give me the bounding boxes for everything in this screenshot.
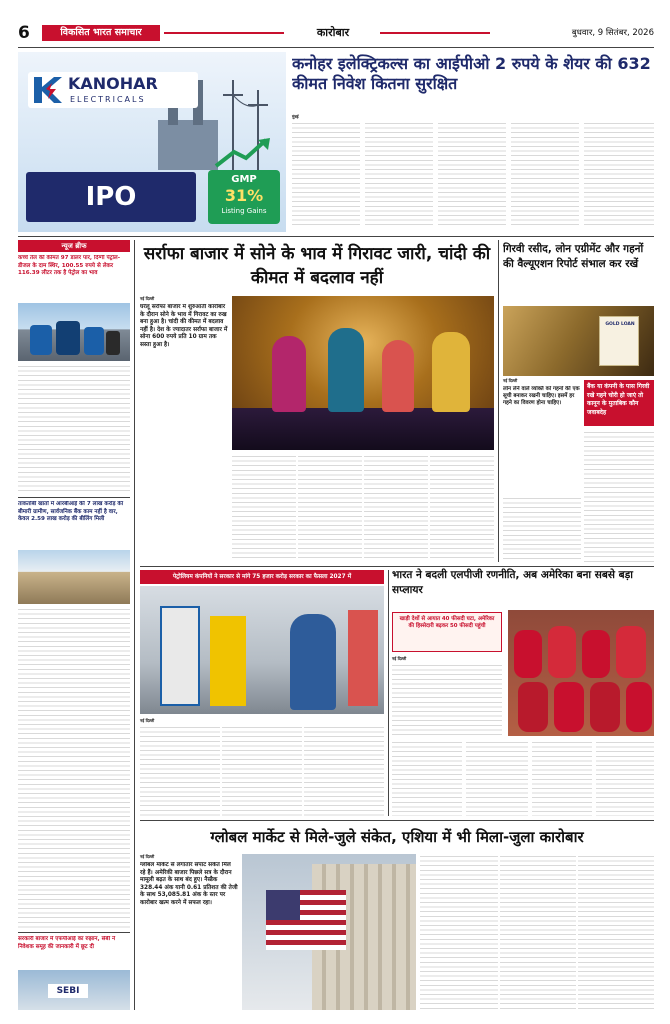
lpg-cylinders-photo — [508, 610, 654, 736]
right-pullquote: बैंक या कंपनी के पास गिरवी रखे गहने चोरी हो जाएं तो कानून के मुताबिक कौन जवाबदेह — [584, 380, 654, 426]
customer-figure — [432, 332, 470, 412]
rising-arrow-icon — [214, 136, 274, 168]
paper-name: विकसित भारत समाचार — [42, 25, 160, 41]
issue-date: बुधवार, 9 सितंबर, 2026 — [571, 28, 654, 38]
gold-body-col-2 — [298, 454, 362, 562]
brand-logo — [28, 72, 198, 108]
bank-building-photo — [18, 550, 130, 604]
lpg-byline: नई दिल्ली — [392, 656, 407, 661]
petrol-headline: पेट्रोलियम कंपनियों ने सरकार से मांगे 75 हजार करोड़ सरकार का फैसला 2027 में — [140, 570, 384, 584]
section-name: कारोबार — [316, 26, 350, 39]
sebi-sign: SEBI — [48, 984, 88, 998]
gas-cylinders-icon — [508, 616, 654, 734]
digest-divider — [18, 497, 130, 498]
customer-figure — [272, 336, 306, 412]
digest-item-1-headline: कच्चे तेल की कीमत 97 डालर पार, दिग्गी पेट्रोल-डीजल के दाम स्थिर, 100.55 रुपये से लेकर 116.39 लीटर तक है पेट्रोल का भाव — [18, 255, 121, 277]
gold-body-col-4 — [430, 454, 494, 562]
kanohar-logo-icon — [32, 75, 64, 105]
gold-byline: नई दिल्ली — [140, 296, 155, 301]
lpg-body-col-2 — [392, 740, 462, 816]
right-body-col-1 — [503, 496, 581, 562]
fuel-station-photo — [140, 586, 384, 714]
lead-headline: कनोहर इलेक्ट्रिकल्स का आईपीओ 2 रुपये के शेयर की 632 कीमत निवेश कितना सुरक्षित — [292, 54, 651, 93]
masthead-rule — [164, 32, 284, 34]
section-divider — [18, 236, 654, 237]
fuel-dispenser — [348, 610, 378, 706]
ipo-text: IPO — [85, 182, 137, 212]
lpg-body-col-4 — [532, 740, 592, 816]
digest-item-3-headline: सरकारी बाजार में एफपीआई का रुझान, सेबी ने निवेशक समूह की जानकारी में छूट दी — [18, 936, 116, 950]
stock-exchange-photo — [242, 854, 416, 1010]
brand-name: KANOHAR — [68, 74, 158, 93]
gold-body-col-1 — [232, 454, 296, 562]
gold-loan-photo — [503, 306, 654, 376]
oil-drums-icon — [26, 317, 122, 357]
loan-document-title: GOLD LOAN — [605, 322, 635, 327]
oil-storage-photo — [18, 303, 130, 361]
lead-body-col-3 — [438, 121, 506, 229]
us-flag-icon — [266, 890, 346, 950]
digest-divider — [18, 932, 130, 933]
lead-body-col-2 — [365, 121, 433, 229]
lead-body-col-4 — [511, 121, 579, 229]
petrol-byline: नई दिल्ली — [140, 718, 155, 723]
lead-byline: मुंबई — [292, 114, 299, 119]
jewellery-shop-photo — [232, 296, 494, 450]
ipo-tiles — [26, 172, 196, 222]
global-intro: ग्लोबल मार्केट से लगातार सपाट संकेत मिल रहे हैं। अमेरिकी बाजार पिछले सत्र के दौरान मामूली बढ़त के साथ बंद हुए। नैस्डैक 328.44 अंक यानी 0.61 प्रतिशत की तेजी के साथ 53,085.81 अंक के स्तर पर कारोबार खत्म करने में सफल रहा। — [140, 862, 238, 906]
lpg-headline: भारत ने बदली एलपीजी रणनीति, अब अमेरिका बना सबसे बड़ा सप्लायर — [392, 569, 633, 596]
right-body-col-2 — [584, 430, 654, 562]
digest-item-1-body — [18, 364, 130, 494]
ipo-ad — [18, 52, 286, 232]
gmp-value: 31% — [224, 186, 264, 205]
section-divider — [140, 820, 654, 821]
gold-intro: घरेलू सर्राफा बाजार में शुरुआती कारोबार के दौरान सोने के भाव में गिरावट का रुख बना हुआ है। चांदी की कीमत में बदलाव नहीं है। देश के ज्यादातर सर्राफा बाजार में सोना 600 रुपये प्रति 10 ग्राम तक सस्ता हुआ है। — [140, 304, 228, 348]
page-number: 6 — [18, 23, 30, 43]
masthead — [18, 22, 654, 46]
lpg-body-col-3 — [466, 740, 528, 816]
lead-body-col-1 — [292, 121, 360, 229]
right-intro: लोन लेने वाले व्यक्ति को गहनों की एक सूची बनाकर रखनी चाहिए। इसमें हर गहने का विवरण होना चाहिए। — [503, 386, 580, 407]
lpg-body-col-1 — [392, 663, 502, 735]
global-body-col-2 — [500, 854, 576, 1010]
gmp-badge — [208, 170, 280, 224]
showroom-counter — [232, 408, 494, 450]
sebi-building-photo — [18, 970, 130, 1010]
lead-body-col-5 — [584, 121, 654, 229]
global-body-col-3 — [578, 854, 654, 1010]
gold-body-col-3 — [364, 454, 428, 562]
petrol-body-col-3 — [304, 725, 384, 816]
gmp-label: GMP — [231, 174, 257, 185]
right-byline: नई दिल्ली — [503, 378, 518, 383]
masthead-rule — [380, 32, 490, 34]
column-rule — [388, 570, 389, 816]
customer-figure — [328, 328, 364, 412]
global-byline: नई दिल्ली — [140, 854, 155, 859]
lpg-body-col-5 — [596, 740, 654, 816]
fuel-dispenser — [160, 606, 200, 706]
section-divider — [140, 566, 654, 567]
fuel-dispenser — [210, 616, 246, 706]
lpg-callout: खाड़ी देशों से आयात 40 फीसदी घटा, अमेरिका की हिस्सेदारी बढ़कर 50 फीसदी पहुंची — [392, 612, 502, 652]
global-body-col-1 — [420, 854, 498, 1010]
global-headline: ग्लोबल मार्केट से मिले-जुले संकेत, एशिया में भी मिला-जुला कारोबार — [210, 828, 584, 846]
news-digest-column — [18, 240, 130, 1010]
customer-figure — [382, 340, 414, 412]
right-headline: गिरवी रसीद, लोन एग्रीमेंट और गहनों की वैल्यूएशन रिपोर्ट संभाल कर रखें — [503, 243, 644, 270]
brand-sub: ELECTRICALS — [70, 95, 146, 104]
gold-headline: सर्राफा बाजार में सोने के भाव में गिरावट जारी, चांदी की कीमत में बदलाव नहीं — [143, 244, 491, 288]
column-rule — [498, 240, 499, 562]
gmp-sub: Listing Gains — [221, 207, 267, 215]
loan-document — [599, 316, 639, 366]
column-rule — [134, 240, 135, 1010]
attendant-figure — [290, 614, 336, 710]
digest-label: न्यूज ब्रीफ — [18, 240, 130, 252]
ipo-tile — [26, 172, 196, 222]
petrol-body-col-2 — [222, 725, 302, 816]
digest-item-2-headline: ताकतोबी खातों में आरबीआई की 7 लाख करोड़ की बीमारी ग्रामीण, सार्वजनिक बैंक काम नहीं है वार, केवल 2.59 लाख करोड़ की बीलिंग मिली — [18, 501, 124, 523]
masthead-underline — [18, 47, 654, 48]
petrol-body-col-1 — [140, 725, 220, 816]
digest-item-2-body — [18, 607, 130, 929]
